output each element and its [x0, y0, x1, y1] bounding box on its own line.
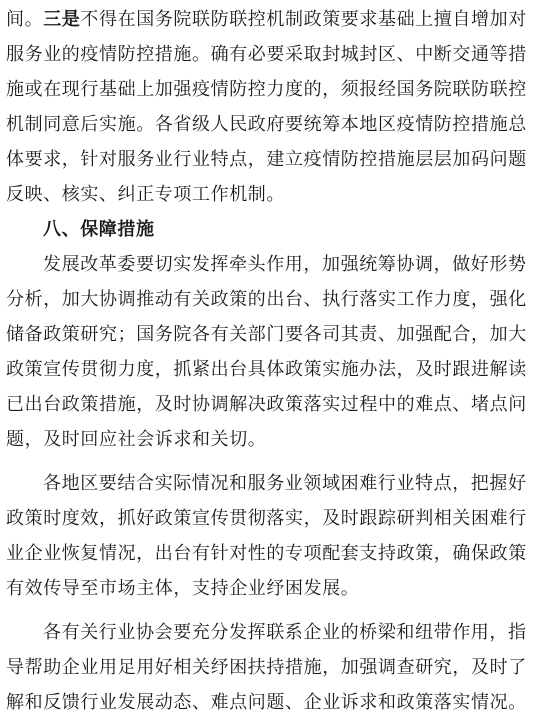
paragraph-1-line-2: 服务业的疫情防控措施。确有必要采取封城封区、中断交通等措	[6, 44, 527, 65]
paragraph-1-line-1-rest: 不得在国务院联防联控机制政策要求基础上擅自增加对	[80, 9, 527, 30]
paragraph-3-line-2: 政策时度效，抓好政策宣传贯彻落实，及时跟踪研判相关困难行	[6, 508, 527, 529]
paragraph-4-line-3: 解和反馈行业发展动态、难点问题、企业诉求和政策落实情况。	[6, 692, 527, 713]
paragraph-3-line-4: 有效传导至市场主体，支持企业纾困发展。	[6, 578, 360, 599]
paragraph-3-line-3: 业企业恢复情况，出台有针对性的专项配套支持政策，确保政策	[6, 543, 527, 564]
paragraph-1-line-3: 施或在现行基础上加强疫情防控力度的，须报经国务院联防联控	[6, 79, 527, 100]
paragraph-2-line-4: 政策宣传贯彻力度，抓紧出台具体政策实施办法，及时跟进解读	[6, 359, 527, 380]
paragraph-1-line-6: 反映、核实、纠正专项工作机制。	[6, 184, 285, 205]
paragraph-2-line-2: 分析，加大协调推动有关政策的出台、执行落实工作力度，强化	[6, 289, 527, 310]
paragraph-1-line-4: 机制同意后实施。各省级人民政府要统筹本地区疫情防控措施总	[6, 114, 527, 135]
paragraph-1-line-5: 体要求，针对服务业行业特点，建立疫情防控措施层层加码问题	[6, 149, 527, 170]
paragraph-2-line-1: 发展改革委要切实发挥牵头作用，加强统筹协调，做好形势	[43, 254, 527, 275]
paragraph-4-line-1: 各有关行业协会要充分发挥联系企业的桥梁和纽带作用，指	[43, 622, 527, 643]
emphasis-san-shi: 三是	[43, 9, 81, 30]
paragraph-4-line-2: 导帮助企业用足用好相关纾困扶持措施，加强调查研究，及时了	[6, 657, 527, 678]
paragraph-2-line-5: 已出台政策措施，及时协调解决政策落实过程中的难点、堵点问	[6, 394, 527, 415]
section-heading-baozhang: 八、保障措施	[43, 219, 155, 240]
paragraph-2-line-3: 储备政策研究；国务院各有关部门要各司其责、加强配合，加大	[6, 324, 527, 345]
paragraph-2-line-6: 题，及时回应社会诉求和关切。	[6, 429, 267, 450]
paragraph-1-prefix: 间。	[6, 9, 44, 30]
paragraph-1-line-1	[6, 2, 544, 37]
paragraph-3-line-1: 各地区要结合实际情况和服务业领域困难行业特点，把握好	[43, 473, 527, 494]
